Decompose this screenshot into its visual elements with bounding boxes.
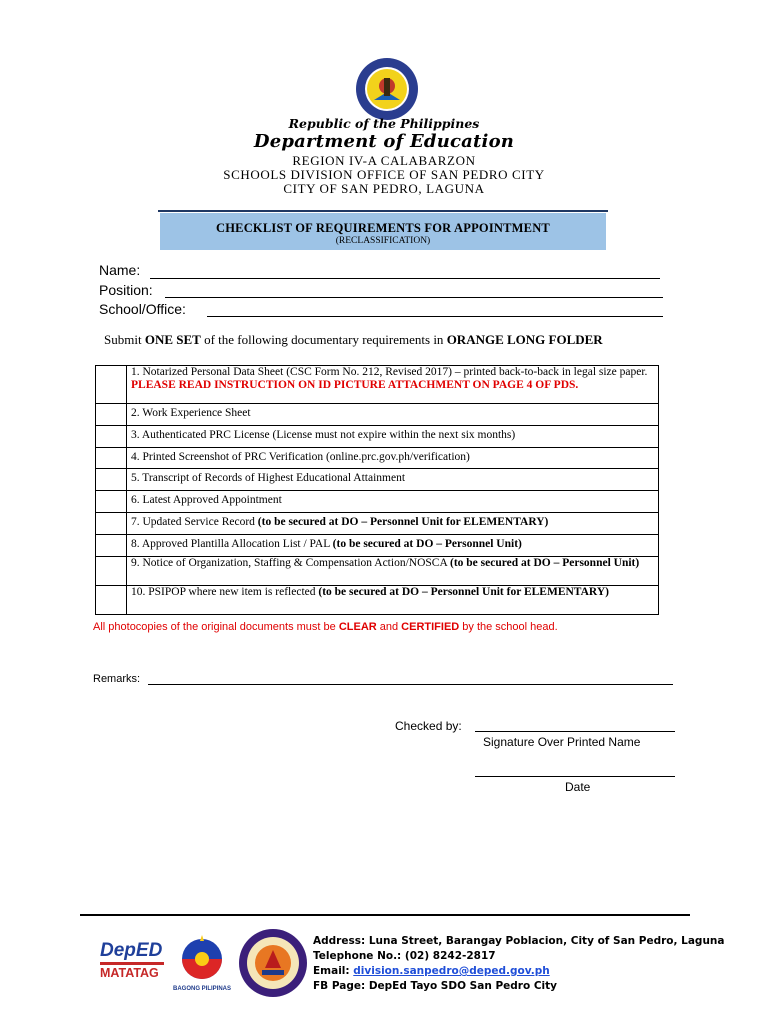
remarks-field[interactable]: [148, 684, 673, 685]
footer-divider: [80, 914, 690, 916]
position-label: Position:: [99, 282, 153, 298]
title-divider: [158, 210, 608, 212]
checkbox-cell[interactable]: [96, 366, 127, 404]
requirement-item: 6. Latest Approved Appointment: [127, 491, 659, 513]
requirement-item: 1. Notarized Personal Data Sheet (CSC Form No. 212, Revised 2017) – printed back-to-back in legal size paper. PLEASE READ INSTRUCTION ON ID PICTURE ATTACHMENT ON PAGE 4 OF PDS.: [127, 366, 659, 404]
checked-by-label: Checked by:: [395, 719, 462, 733]
sdo-san-pedro-seal-icon: [238, 928, 308, 998]
checkbox-cell[interactable]: [96, 535, 127, 557]
checkbox-cell[interactable]: [96, 586, 127, 615]
table-row: [96, 535, 659, 557]
date-label: Date: [565, 780, 591, 794]
form-subtitle: (RECLASSIFICATION): [335, 236, 431, 246]
footer-fb-page: FB Page: DepEd Tayo SDO San Pedro City: [313, 980, 557, 992]
division-line: SCHOOLS DIVISION OFFICE OF SAN PEDRO CITY: [223, 167, 545, 182]
email-link[interactable]: division.sanpedro@deped.gov.ph: [353, 965, 550, 977]
requirement-item: 3. Authenticated PRC License (License must not expire within the next six months): [127, 426, 659, 448]
region-line: REGION IV-A CALABARZON: [292, 153, 476, 168]
footer-email: Email: division.sanpedro@deped.gov.ph: [313, 965, 550, 977]
table-row: [96, 491, 659, 513]
table-row: [96, 404, 659, 426]
requirement-item: 4. Printed Screenshot of PRC Verification (online.prc.gov.ph/verification): [127, 448, 659, 469]
name-field[interactable]: [150, 278, 660, 279]
table-row: [96, 448, 659, 469]
submit-instruction: Submit ONE SET of the following documentary requirements in ORANGE LONG FOLDER: [104, 332, 603, 347]
name-label: Name:: [99, 262, 141, 278]
checkbox-cell[interactable]: [96, 513, 127, 535]
requirement-item: 7. Updated Service Record (to be secured at DO – Personnel Unit for ELEMENTARY): [127, 513, 659, 535]
checkbox-cell[interactable]: [96, 404, 127, 426]
date-field[interactable]: [475, 776, 675, 777]
requirement-item: 2. Work Experience Sheet: [127, 404, 659, 426]
form-title: CHECKLIST OF REQUIREMENTS FOR APPOINTMENT: [216, 221, 550, 235]
school-label: School/Office:: [99, 301, 186, 317]
table-row: [96, 469, 659, 491]
footer-telephone: Telephone No.: (02) 8242-2817: [313, 950, 496, 962]
footer-address: Address: Luna Street, Barangay Poblacion, City of San Pedro, Laguna: [313, 935, 725, 947]
checkbox-cell[interactable]: [96, 448, 127, 469]
table-row: [96, 366, 659, 404]
remarks-label: Remarks:: [93, 673, 141, 685]
department-name: Department of Education: [253, 131, 515, 152]
photocopy-note: All photocopies of the original documents must be CLEAR and CERTIFIED by the school head.: [93, 621, 558, 633]
table-row: [96, 426, 659, 448]
bagong-pilipinas-logo: BAGONG PILIPINAS: [172, 935, 232, 995]
checked-by-field[interactable]: [475, 731, 675, 732]
requirement-item: 8. Approved Plantilla Allocation List / PAL (to be secured at DO – Personnel Unit): [127, 535, 659, 557]
republic-line: Republic of the Philippines: [288, 116, 480, 131]
table-row: [96, 586, 659, 615]
city-line: CITY OF SAN PEDRO, LAGUNA: [283, 181, 485, 196]
deped-matatag-logo: DepED MATATAG: [100, 940, 163, 980]
bagong-pilipinas-icon: [172, 935, 232, 981]
deped-seal-icon: [354, 56, 420, 122]
position-field[interactable]: [165, 297, 663, 298]
requirement-item: 9. Notice of Organization, Staffing & Compensation Action/NOSCA (to be secured at DO – Personnel Unit): [127, 557, 659, 586]
checkbox-cell[interactable]: [96, 557, 127, 586]
requirement-item: 10. PSIPOP where new item is reflected (to be secured at DO – Personnel Unit for ELEMENTARY): [127, 586, 659, 615]
signature-label: Signature Over Printed Name: [483, 735, 641, 749]
table-row: [96, 513, 659, 535]
requirements-table: [95, 365, 659, 615]
table-row: [96, 557, 659, 586]
school-field[interactable]: [207, 316, 663, 317]
checkbox-cell[interactable]: [96, 491, 127, 513]
checkbox-cell[interactable]: [96, 426, 127, 448]
requirement-item: 5. Transcript of Records of Highest Educational Attainment: [127, 469, 659, 491]
checkbox-cell[interactable]: [96, 469, 127, 491]
